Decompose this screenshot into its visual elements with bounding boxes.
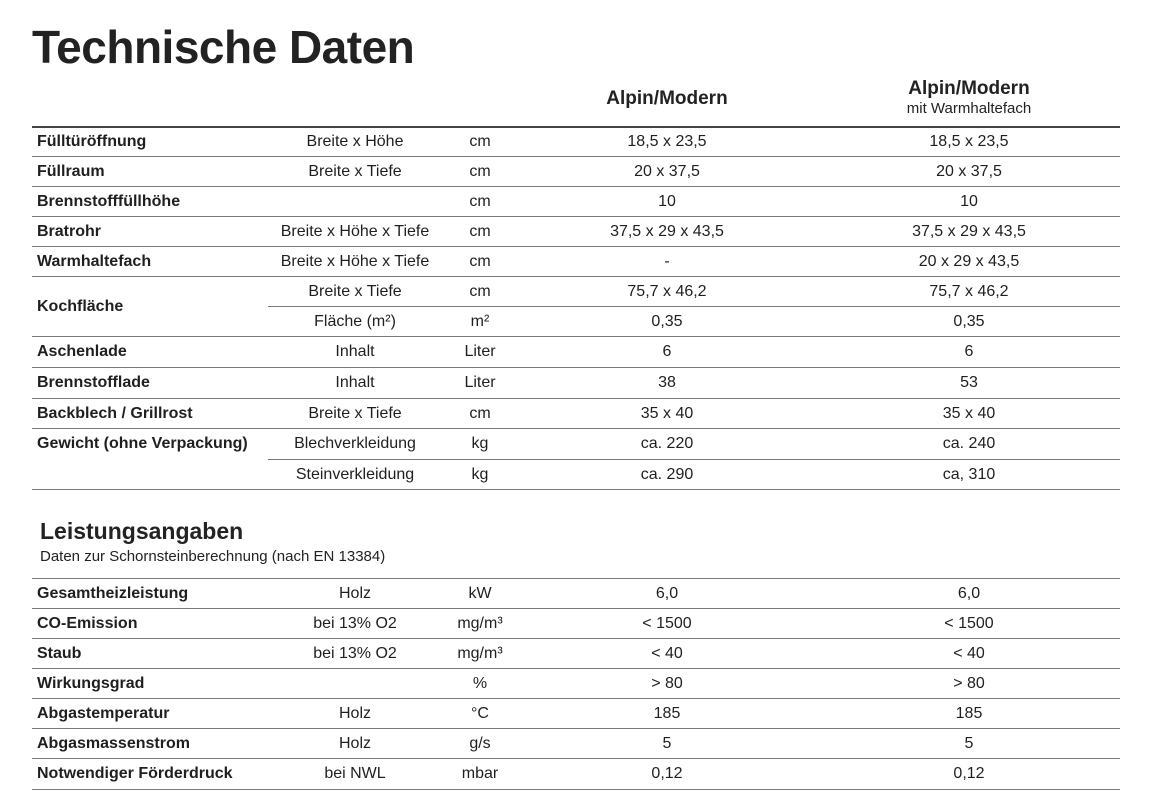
row-value-warmhaltefach: 35 x 40 [942, 405, 996, 422]
row-dimension: Breite x Höhe x Tiefe [280, 253, 430, 270]
row-value-warmhaltefach: ca, 310 [942, 466, 996, 483]
row-dimension: Inhalt [335, 343, 375, 360]
column-header-alpin-modern-warmhaltefach [862, 78, 1076, 117]
row-dimension: Steinverkleidung [295, 466, 415, 483]
row-value-alpin-modern: 35 x 40 [640, 405, 694, 422]
row-label: Brennstofffüllhöhe [37, 193, 181, 210]
row-unit: cm [469, 193, 491, 210]
row-unit: cm [469, 223, 491, 240]
row-unit: cm [469, 133, 491, 150]
row-dimension: Holz [338, 585, 371, 602]
row-label: CO-Emission [37, 615, 138, 632]
row-label: Fülltüröffnung [37, 133, 147, 150]
row-label: Staub [37, 645, 82, 662]
row-value-alpin-modern: 5 [662, 735, 672, 752]
row-label: Notwendiger Förderdruck [37, 765, 233, 782]
row-value-alpin-modern: ca. 290 [640, 466, 694, 483]
row-label: Gewicht (ohne Verpackung) [37, 435, 248, 452]
row-value-warmhaltefach: 18,5 x 23,5 [929, 133, 1009, 150]
row-value-alpin-modern: - [664, 253, 670, 270]
section-title: Leistungsangaben [40, 518, 244, 544]
row-dimension: Holz [338, 705, 371, 722]
row-unit: % [472, 675, 488, 692]
row-unit: mbar [461, 765, 499, 782]
row-label: Gesamtheizleistung [37, 585, 189, 602]
row-label: Backblech / Grillrost [37, 405, 193, 422]
row-value-alpin-modern: 20 x 37,5 [634, 163, 700, 180]
row-dimension: Holz [338, 735, 371, 752]
row-dimension: Breite x Tiefe [308, 283, 402, 300]
row-value-alpin-modern: 10 [658, 193, 676, 210]
row-dimension: bei 13% O2 [313, 615, 397, 632]
row-dimension: Fläche (m²) [314, 313, 396, 330]
row-unit: cm [469, 253, 491, 270]
table-subrule [268, 459, 1120, 460]
row-unit: kg [471, 466, 489, 483]
row-value-warmhaltefach: > 80 [953, 675, 985, 692]
row-unit: mg/m³ [457, 645, 503, 662]
row-value-alpin-modern: 37,5 x 29 x 43,5 [610, 223, 724, 240]
section-subtitle: Daten zur Schornsteinberechnung (nach EN 13384) [40, 548, 386, 565]
row-dimension: Breite x Höhe [306, 133, 404, 150]
row-unit: kg [471, 435, 489, 452]
row-value-warmhaltefach: < 40 [953, 645, 985, 662]
row-label: Aschenlade [37, 343, 127, 360]
row-dimension: Breite x Tiefe [308, 163, 402, 180]
row-value-warmhaltefach: 75,7 x 46,2 [929, 283, 1009, 300]
row-value-warmhaltefach: 0,35 [953, 313, 985, 330]
row-value-warmhaltefach: 20 x 29 x 43,5 [918, 253, 1020, 270]
row-unit: cm [469, 283, 491, 300]
page-title: Technische Daten [32, 21, 415, 73]
row-label: Warmhaltefach [37, 253, 152, 270]
row-unit: Liter [464, 374, 496, 391]
row-value-warmhaltefach: ca. 240 [942, 435, 996, 452]
row-value-warmhaltefach: 5 [964, 735, 974, 752]
row-value-alpin-modern: 6,0 [655, 585, 679, 602]
row-value-alpin-modern: < 1500 [642, 615, 692, 632]
row-value-alpin-modern: 0,12 [651, 765, 683, 782]
row-label: Füllraum [37, 163, 105, 180]
table-rule [32, 789, 1120, 790]
row-value-warmhaltefach: 185 [955, 705, 983, 722]
row-value-warmhaltefach: 20 x 37,5 [936, 163, 1002, 180]
row-dimension: Blechverkleidung [294, 435, 416, 452]
row-label: Wirkungsgrad [37, 675, 145, 692]
row-value-warmhaltefach: 37,5 x 29 x 43,5 [912, 223, 1026, 240]
row-unit: cm [469, 163, 491, 180]
row-dimension: Breite x Höhe x Tiefe [280, 223, 430, 240]
row-label: Abgastemperatur [37, 705, 170, 722]
row-dimension: bei NWL [324, 765, 386, 782]
row-value-warmhaltefach: 10 [960, 193, 978, 210]
row-unit: °C [471, 705, 489, 722]
table-subrule [268, 306, 1120, 307]
column-header-sub: mit Warmhaltefach [906, 100, 1032, 117]
row-label: Abgasmassenstrom [37, 735, 190, 752]
row-value-alpin-modern: 0,35 [651, 313, 683, 330]
row-value-alpin-modern: 38 [658, 374, 676, 391]
row-label: Kochfläche [37, 298, 124, 315]
row-value-alpin-modern: < 40 [651, 645, 683, 662]
row-value-warmhaltefach: 53 [960, 374, 978, 391]
row-label: Brennstofflade [37, 374, 150, 391]
row-dimension: Inhalt [335, 374, 375, 391]
row-value-warmhaltefach: 6,0 [957, 585, 981, 602]
column-header-main: Alpin/Modern [606, 88, 728, 109]
column-header-main: Alpin/Modern [908, 78, 1030, 99]
row-value-alpin-modern: 18,5 x 23,5 [627, 133, 707, 150]
row-unit: kW [468, 585, 492, 602]
row-value-alpin-modern: 6 [662, 343, 672, 360]
row-dimension: bei 13% O2 [313, 645, 397, 662]
column-header-alpin-modern [560, 88, 774, 110]
row-unit: cm [469, 405, 491, 422]
row-label: Bratrohr [37, 223, 102, 240]
row-unit: Liter [464, 343, 496, 360]
row-unit: mg/m³ [457, 615, 503, 632]
row-value-warmhaltefach: 0,12 [953, 765, 985, 782]
row-value-alpin-modern: 75,7 x 46,2 [627, 283, 707, 300]
row-unit: g/s [469, 735, 491, 752]
row-value-warmhaltefach: < 1500 [944, 615, 994, 632]
row-value-warmhaltefach: 6 [964, 343, 974, 360]
row-unit: m² [470, 313, 490, 330]
row-value-alpin-modern: 185 [653, 705, 681, 722]
row-value-alpin-modern: > 80 [651, 675, 683, 692]
row-dimension: Breite x Tiefe [308, 405, 402, 422]
row-value-alpin-modern: ca. 220 [640, 435, 694, 452]
